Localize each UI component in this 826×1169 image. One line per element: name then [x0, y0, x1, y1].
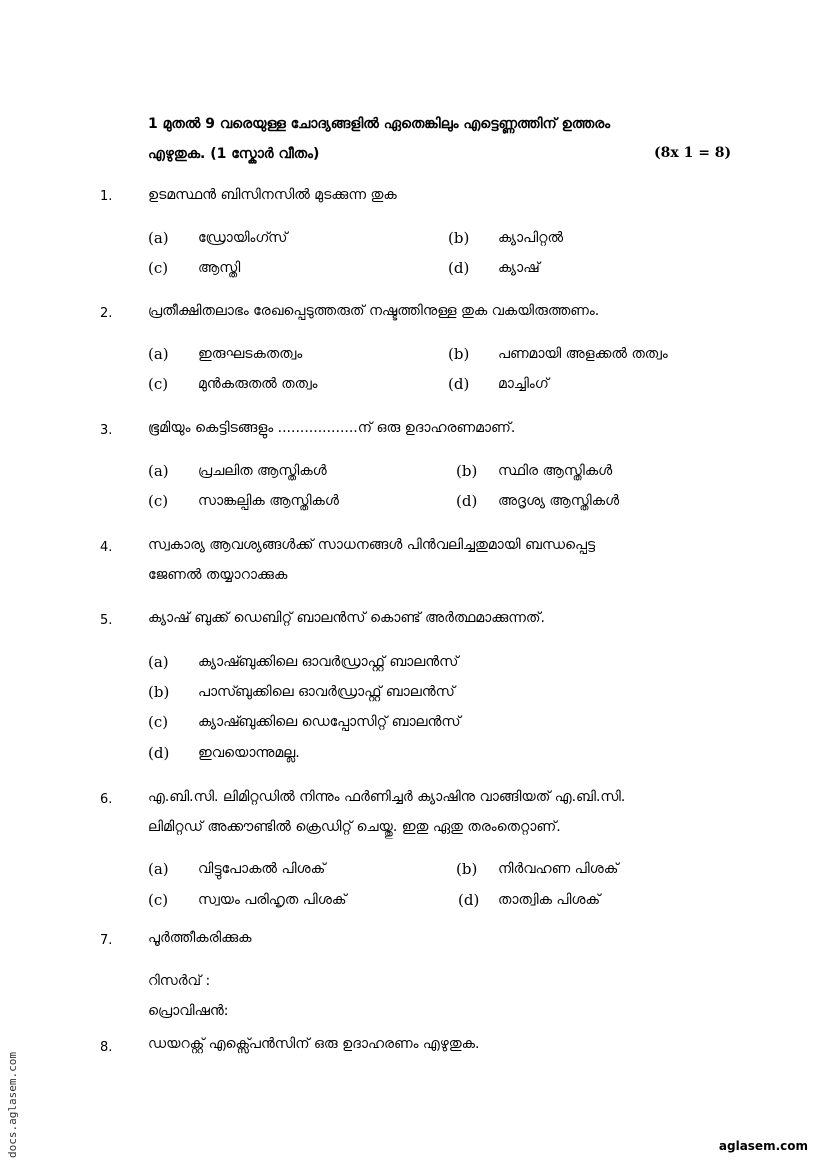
option-text: മുൻകരുതൽ തത്വം	[198, 376, 318, 392]
question-text-line-1: എ.ബി.സി. ലിമിറ്റഡിൽ നിന്നും ഫർണിച്ചർ ക്യാഷിനു വാങ്ങിയത് എ.ബി.സി.	[148, 789, 626, 805]
option-text: ക്യാപിറ്റൽ	[498, 230, 564, 246]
question-number: 7.	[100, 933, 113, 948]
option-label: (d)	[448, 375, 470, 393]
option-text: ആസ്തി	[198, 260, 241, 276]
option-label: (c)	[148, 713, 169, 731]
option-label: (d)	[148, 744, 170, 762]
option-text: താത്വിക പിശക്	[498, 892, 601, 908]
instruction-line-2: എഴുതുക. (1 സ്കോർ വീതം)	[148, 146, 320, 162]
question-text: ഭൂമിയും കെട്ടിടങ്ങളും ..................ന് ഒരു ഉദാഹരണമാണ്.	[148, 420, 516, 436]
question-number: 1.	[100, 189, 113, 204]
option-text: സ്വയം പരിഹൃത പിശക്	[198, 892, 347, 908]
option-label: (d)	[448, 259, 470, 277]
option-label: (a)	[148, 653, 169, 671]
option-text: നിർവഹണ പിശക്	[498, 861, 619, 877]
option-text: ക്യാഷ്	[498, 260, 540, 276]
option-text: സാങ്കല്പിക ആസ്തികൾ	[198, 493, 339, 509]
option-text: സ്ഥിര ആസ്തികൾ	[498, 463, 613, 479]
question-text-line-2: ജേണൽ തയ്യാറാക്കുക	[148, 567, 288, 583]
side-watermark: docs.aglasem.com	[6, 1052, 19, 1158]
option-label: (b)	[148, 683, 170, 701]
option-label: (b)	[456, 462, 478, 480]
question-number: 3.	[100, 423, 113, 438]
option-label: (c)	[148, 259, 169, 277]
question-text-line-2: ലിമിറ്റഡ് അക്കൗണ്ടിൽ ക്രെഡിറ്റ് ചെയ്തു. ഇതു ഏതു തരംതെറ്റാണ്.	[148, 819, 561, 835]
score-label: (8x 1 = 8)	[654, 145, 732, 161]
option-label: (b)	[456, 860, 478, 878]
question-text: ക്യാഷ് ബുക്ക് ഡെബിറ്റ് ബാലൻസ് കൊണ്ട് അർത്ഥമാക്കുന്നത്.	[148, 610, 545, 626]
option-text: ഇരുഘടകതത്വം	[198, 346, 303, 362]
question-text: ഉടമസ്ഥൻ ബിസിനസിൽ മുടക്കുന്ന തുക	[148, 187, 397, 203]
question-number: 8.	[100, 1040, 113, 1055]
option-text: മാച്ചിംഗ്	[498, 376, 549, 392]
footer-site-name: aglasem.com	[718, 1139, 808, 1153]
option-text: ക്യാഷ്ബുക്കിലെ ഓവർഡ്രാഫ്റ്റ് ബാലൻസ്	[198, 654, 459, 670]
option-label: (a)	[148, 345, 169, 363]
option-text: അദൃശ്യ ആസ്തികൾ	[498, 493, 620, 509]
question-text: പൂർത്തീകരിക്കുക	[148, 930, 252, 946]
option-text: ഇവയൊന്നുമല്ല.	[198, 745, 300, 761]
question-number: 4.	[100, 540, 113, 555]
option-text: പണമായി അളക്കൽ തത്വം	[498, 346, 668, 362]
option-label: (c)	[148, 492, 169, 510]
option-text: വിട്ടുപോകൽ പിശക്	[198, 861, 326, 877]
option-label: (a)	[148, 860, 169, 878]
question-text: പ്രതീക്ഷിതലാഭം രേഖപ്പെടുത്തരുത് നഷ്ടത്തിനുള്ള തുക വകയിരുത്തണം.	[148, 303, 600, 319]
option-label: (b)	[448, 345, 470, 363]
option-label: (a)	[148, 462, 169, 480]
option-label: (c)	[148, 891, 169, 909]
question-number: 5.	[100, 613, 113, 628]
fill-in-reserve: റിസർവ് :	[148, 973, 211, 989]
option-text: ക്യാഷ്ബുക്കിലെ ഡെപ്പോസിറ്റ് ബാലൻസ്	[198, 714, 461, 730]
option-label: (c)	[148, 375, 169, 393]
option-text: പ്രചലിത ആസ്തികൾ	[198, 463, 327, 479]
fill-in-provision: പ്രൊവിഷൻ:	[148, 1003, 229, 1019]
question-text: ഡയറക്റ്റ് എക്സ്പെൻസിന് ഒരു ഉദാഹരണം എഴുതുക.	[148, 1036, 480, 1052]
option-label: (d)	[456, 492, 478, 510]
instruction-line-1: 1 മുതൽ 9 വരെയുള്ള ചോദ്യങ്ങളിൽ ഏതെങ്കിലും എട്ടെണ്ണത്തിന് ഉത്തരം	[148, 116, 611, 132]
question-text-line-1: സ്വകാര്യ ആവശ്യങ്ങൾക്ക് സാധനങ്ങൾ പിൻവലിച്ചതുമായി ബന്ധപ്പെട്ട	[148, 537, 596, 553]
question-number: 2.	[100, 306, 113, 321]
question-number: 6.	[100, 792, 113, 807]
option-label: (a)	[148, 229, 169, 247]
option-text: ഡ്രോയിംഗ്സ്	[198, 230, 288, 246]
option-label: (d)	[458, 891, 480, 909]
option-text: പാസ്ബുക്കിലെ ഓവർഡ്രാഫ്റ്റ് ബാലൻസ്	[198, 684, 455, 700]
option-label: (b)	[448, 229, 470, 247]
